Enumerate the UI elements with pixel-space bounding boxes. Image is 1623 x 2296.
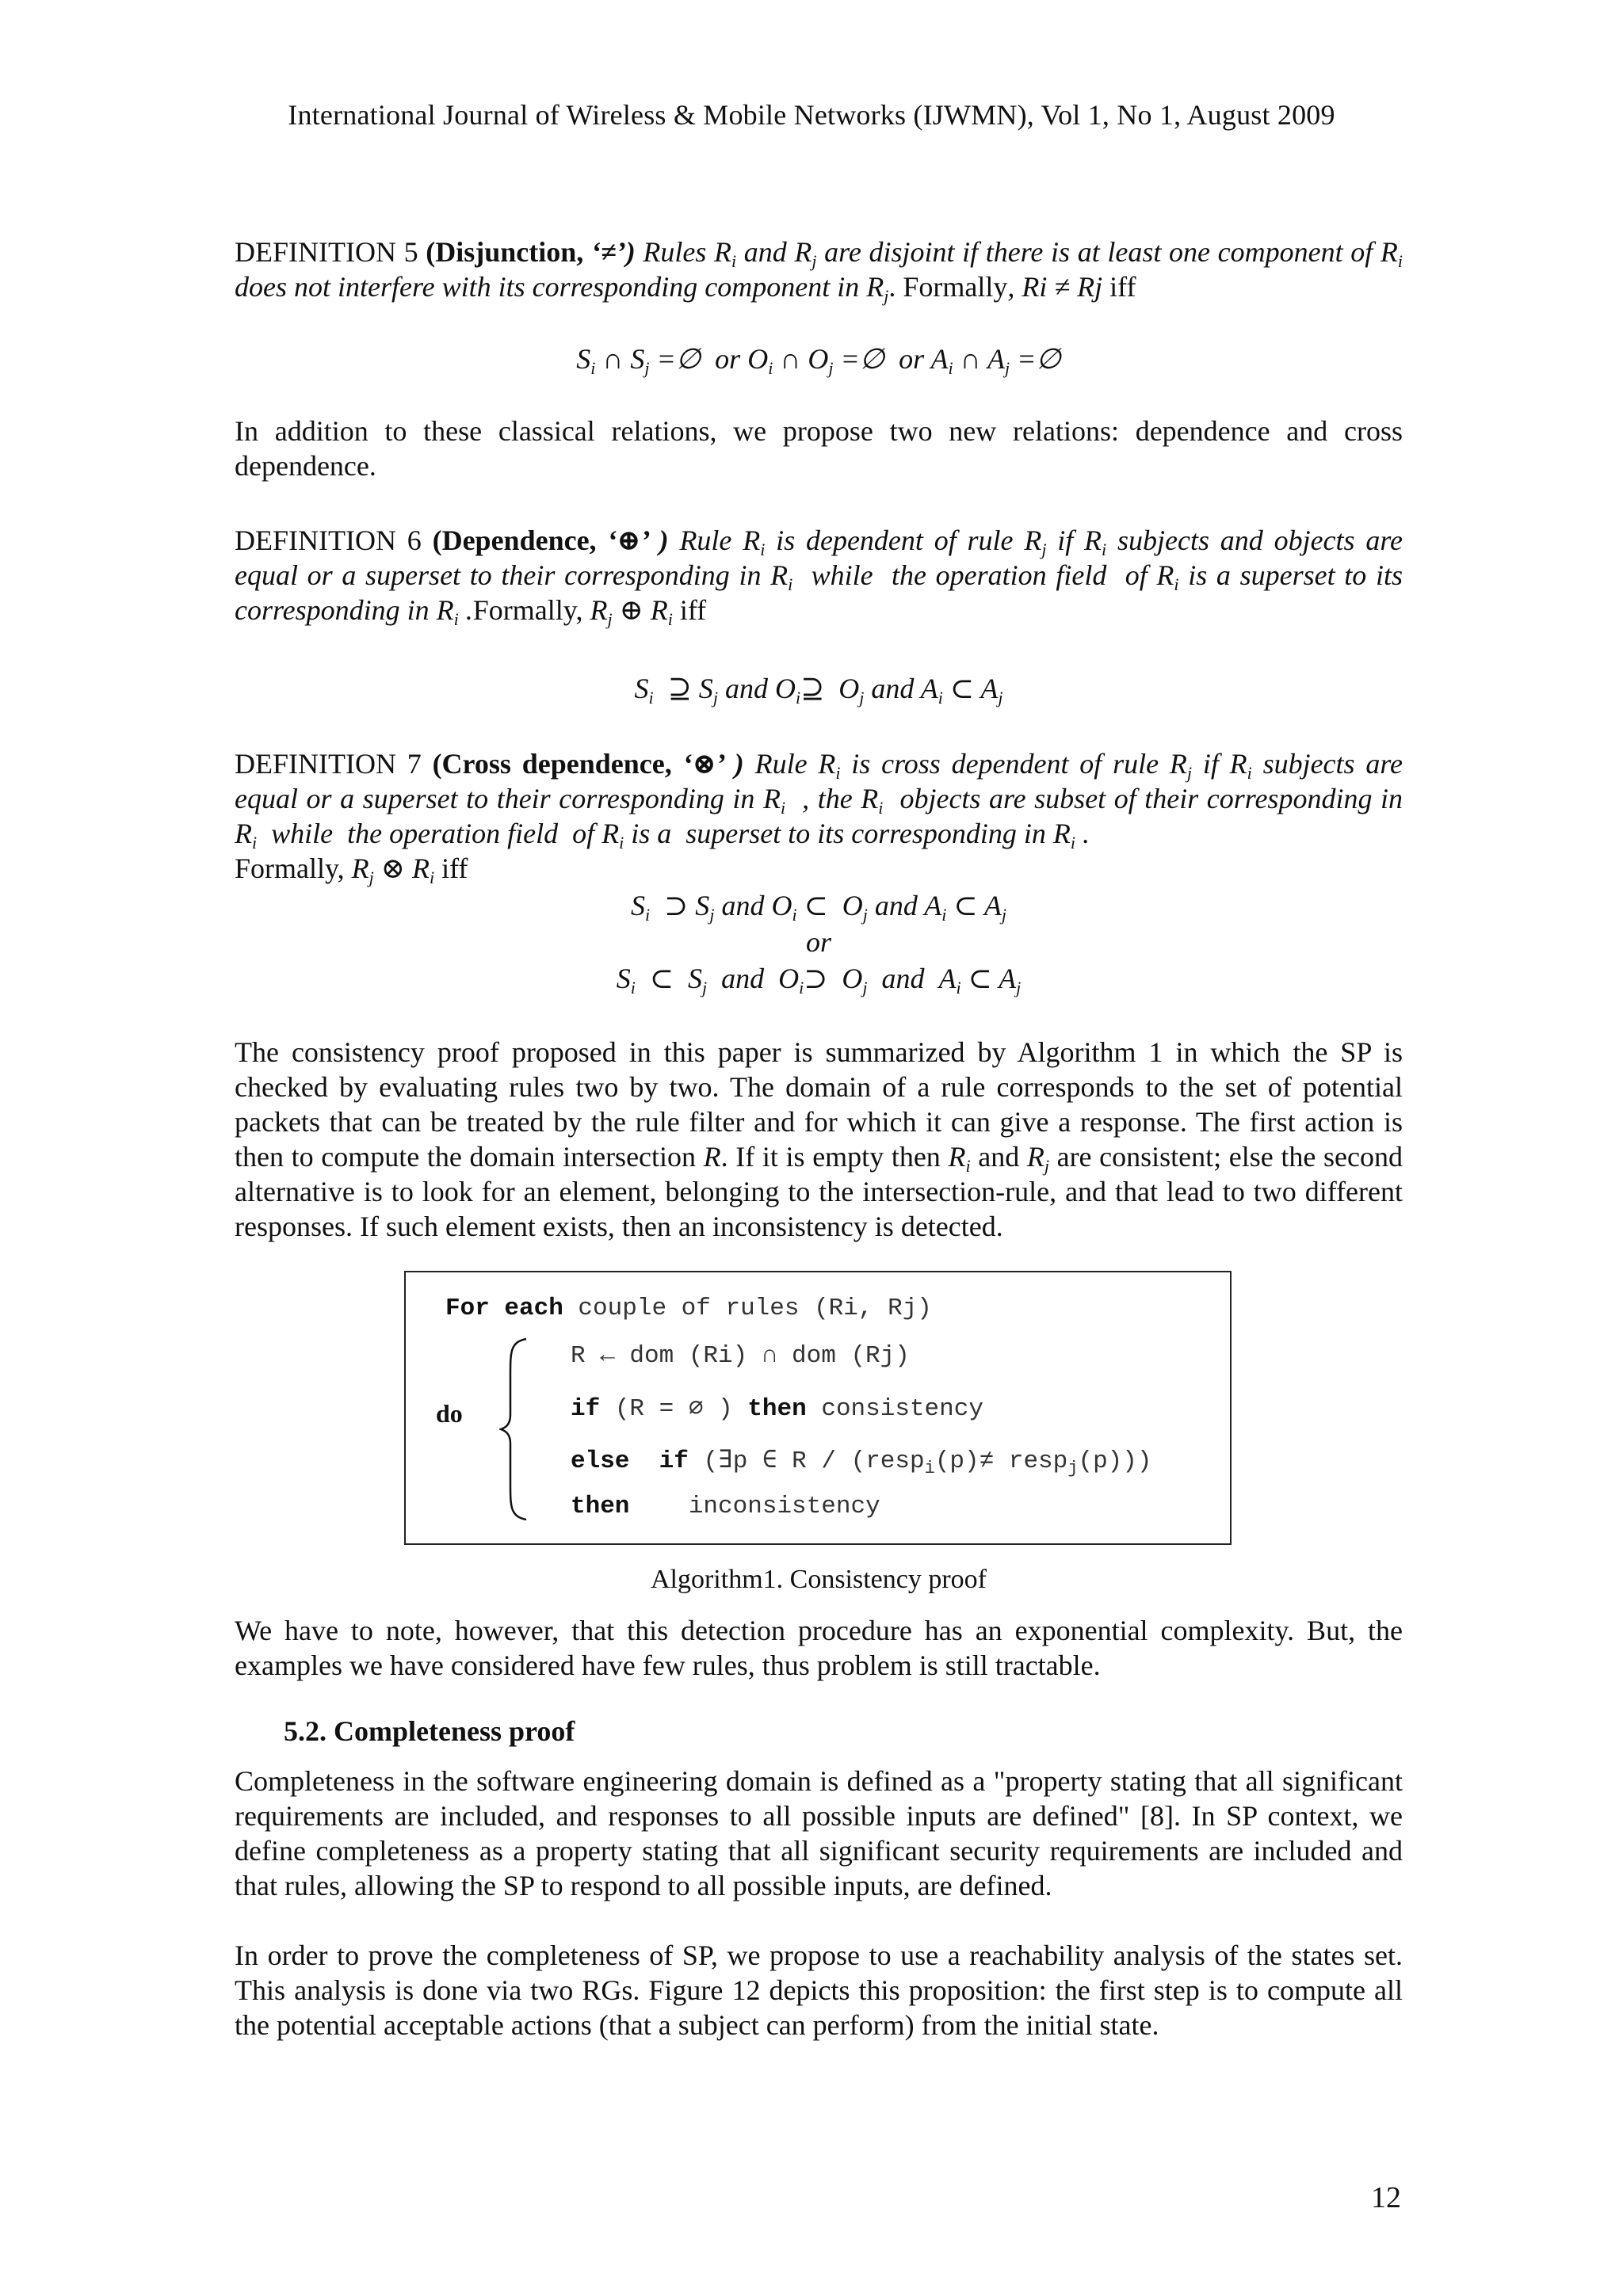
paragraph-relations: In addition to these classical relations, we propose two new relations: dependence and cross dependence.: [235, 415, 1403, 482]
algorithm-line-for: For each couple of rules (Ri, Rj): [445, 1295, 932, 1322]
paragraph-consistency: The consistency proof proposed in this paper is summarized by Algorithm 1 in which the SP is checked by evaluating rules two by two. The domain of a rule corresponds to the set of potential packets that can be treated by the rule filter and for which it can give a response. The first action is then to compute the domain intersection R. If it is empty then $R_i$ and $R_j$ are consistent; else the second alternative is to look for an element, belonging to the intersection-rule, and that lead to two different responses. If such element exists, then an inconsistency is detected.: [235, 1036, 1403, 1242]
algorithm-do-label: do: [436, 1399, 463, 1428]
algorithm-line-else: else if (∃p ∈ R / (resp$_i$(p)≠ resp$_j$(p))): [571, 1447, 1152, 1478]
section-title: 5.2. Completeness proof: [284, 1715, 575, 1747]
paragraph-completeness: Completeness in the software engineering domain is defined as a "property stating that all significant requirements are included, and responses to all possible inputs are defined" [8]. In SP context, we define completeness as a property stating that all significant security requirements are included and that rules, allowing the SP to respond to all possible inputs, are defined.: [235, 1765, 1403, 1901]
paragraph-reachability: In order to prove the completeness of SP, we propose to use a reachability analysis of the states set. This analysis is done via two RGs. Figure 12 depicts this proposition: the first step is to compute all the potential acceptable actions (that a subject can perform) from the initial state.: [235, 1939, 1403, 2041]
algorithm-line-then: then inconsistency: [571, 1493, 880, 1520]
definition-7: DEFINITION 7 (Cross dependence, ‘⊗’ ) Rule $R_i$ is cross dependent of rule $R_j$ if $R_i$ subjects are equal or a superset to their corresponding in $R_i$ , the $R_i$ objects are subset of their corresponding in $R_i$ while the operation field of $R_i$ is a superset to its corresponding in $R_i$ . Formally, $R_j$ ⊗ $R_i$ iff: [235, 748, 1403, 887]
page-number: 12: [1371, 2181, 1401, 2214]
formula-disjunction: $S_i$ ∩ $S_j$ =∅ or $O_i$ ∩ $O_j$ =∅ or $A_i$ ∩ $A_j$ =∅: [576, 343, 1061, 378]
formula-dependence: $S_i$ ⊇ $S_j$ and $O_i⊇$ $O_j$ and $A_i$ ⊂ $A_j$: [634, 673, 1003, 707]
running-header: International Journal of Wireless & Mobile Networks (IJWMN), Vol 1, No 1, August 2009: [288, 99, 1335, 131]
formula-cross-or: or: [805, 926, 831, 958]
algorithm-line-assign: R ← dom (Ri) ∩ dom (Rj): [571, 1342, 910, 1370]
definition-5: DEFINITION 5 (Disjunction, ‘≠’) Rules $R_i$ and $R_j$ are disjoint if there is at least one component of $R_i$ does not interfere with its corresponding component in $R_j$. Formally, Ri ≠ Rj iff: [235, 236, 1403, 306]
curly-brace-icon: [499, 1336, 531, 1523]
formula-cross-2: $S_i$ ⊂ $S_j$ and $O_i⊃$ $O_j$ and $A_i$ ⊂ $A_j$: [616, 963, 1022, 997]
formula-cross-1: $S_i$ ⊃ $S_j$ and $O_i$ ⊂ $O_j$ and $A_i$ ⊂ $A_j$: [631, 890, 1006, 925]
definition-5-term: (Disjunction, ‘≠’): [426, 236, 636, 268]
definition-6: DEFINITION 6 (Dependence, ‘⊕’ ) Rule $R_i$ is dependent of rule $R_j$ if $R_i$ subjects and objects are equal or a superset to their corresponding in $R_i$ while the operation field of $R_i$ is a superset to its corresponding in $R_i$ .Formally, $R_j$ ⊕ $R_i$ iff: [235, 524, 1403, 629]
algorithm-caption: Algorithm1. Consistency proof: [650, 1565, 987, 1594]
algorithm-box: [404, 1271, 1232, 1545]
algorithm-line-if: if (R = ∅ ) then consistency: [571, 1395, 983, 1423]
paragraph-complexity: We have to note, however, that this detection procedure has an exponential complexity. But, the examples we have considered have few rules, thus problem is still tractable.: [235, 1615, 1403, 1681]
